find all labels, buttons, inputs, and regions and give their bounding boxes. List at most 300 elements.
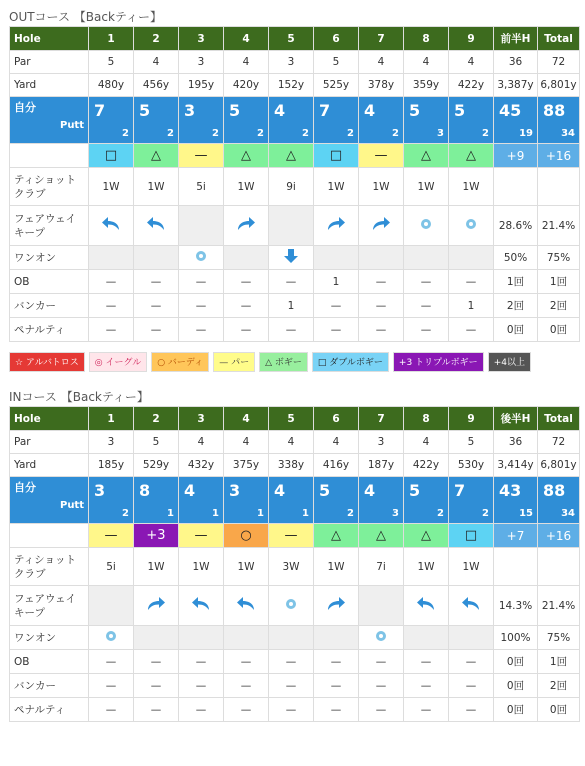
- one-on-sum: 100%: [494, 626, 538, 650]
- score-cell: [269, 477, 314, 524]
- score-cell: [134, 97, 179, 144]
- legend-item: □ ダブルボギー: [312, 352, 389, 372]
- ob-sum: 1回: [494, 270, 538, 294]
- par-cell: 5: [134, 431, 179, 454]
- score-value: 5: [409, 481, 421, 500]
- yard-cell: 152y: [269, 74, 314, 97]
- result-cell: [314, 144, 359, 168]
- yard-label: Yard: [10, 74, 89, 97]
- penalty-sum: 0回: [494, 698, 538, 722]
- score-cell: [494, 97, 538, 144]
- score-value: 88: [543, 101, 566, 120]
- yard-cell: 6,801y: [538, 74, 580, 97]
- legend-item: ☆ アルバトロス: [9, 352, 85, 372]
- legend-item: ◎ イーグル: [89, 352, 147, 372]
- club-cell: 1W: [404, 168, 449, 206]
- par-label: Par: [10, 431, 89, 454]
- curve-left-arrow-icon: [236, 603, 256, 615]
- ob-cell: —: [134, 650, 179, 674]
- ob-cell: —: [359, 270, 404, 294]
- header-cell: 2: [134, 407, 179, 431]
- one-on-cell: [314, 626, 359, 650]
- club-row: [10, 548, 580, 586]
- club-cell: 1W: [134, 168, 179, 206]
- header-cell: 8: [404, 27, 449, 51]
- dash-icon: —: [284, 528, 298, 543]
- putt-value: 2: [212, 128, 219, 139]
- bunker-label: バンカー: [10, 674, 89, 698]
- bunker-cell: —: [314, 674, 359, 698]
- dash-icon: —: [194, 528, 208, 543]
- header-cell: 1: [89, 27, 134, 51]
- one-on-sum: 50%: [494, 246, 538, 270]
- score-cell: [538, 477, 580, 524]
- curve-right-arrow-icon: [371, 223, 391, 235]
- penalty-cell: —: [179, 698, 224, 722]
- one-on-cell: [449, 246, 494, 270]
- yard-cell: 6,801y: [538, 454, 580, 477]
- result-cell: [89, 144, 134, 168]
- score-cell: [538, 97, 580, 144]
- penalty-cell: —: [269, 698, 314, 722]
- ob-cell: —: [269, 650, 314, 674]
- penalty-cell: —: [134, 698, 179, 722]
- one-on-label: ワンオン: [10, 626, 89, 650]
- score-value: 5: [409, 101, 421, 120]
- penalty-cell: —: [224, 318, 269, 342]
- yard-cell: 185y: [89, 454, 134, 477]
- header-cell: Total: [538, 407, 580, 431]
- result-cell: [269, 524, 314, 548]
- curve-right-arrow-icon: [326, 603, 346, 615]
- penalty-sum: 0回: [538, 698, 580, 722]
- penalty-cell: —: [449, 698, 494, 722]
- penalty-cell: —: [89, 318, 134, 342]
- club-cell: 9i: [269, 168, 314, 206]
- header-cell: 前半H: [494, 27, 538, 51]
- one-on-cell: [314, 246, 359, 270]
- section-gap: [0, 372, 585, 380]
- result-cell: [134, 524, 179, 548]
- header-cell: 5: [269, 407, 314, 431]
- legend-item: +4以上: [488, 352, 531, 372]
- score-cell: [179, 97, 224, 144]
- fairway-sum: 14.3%: [494, 586, 538, 626]
- penalty-cell: —: [314, 318, 359, 342]
- club-cell: 1W: [404, 548, 449, 586]
- ob-sum: 1回: [538, 650, 580, 674]
- bunker-cell: —: [89, 294, 134, 318]
- bunker-cell: —: [224, 294, 269, 318]
- result-cell: [449, 524, 494, 548]
- header-cell: 8: [404, 407, 449, 431]
- par-cell: 3: [269, 51, 314, 74]
- triangle-icon: △: [421, 528, 431, 543]
- one-on-cell: [404, 626, 449, 650]
- par-cell: 3: [359, 431, 404, 454]
- penalty-cell: —: [269, 318, 314, 342]
- curve-right-arrow-icon: [326, 223, 346, 235]
- result-cell: [449, 144, 494, 168]
- yard-cell: 3,414y: [494, 454, 538, 477]
- putt-value: 1: [302, 508, 309, 519]
- score-cell: [404, 97, 449, 144]
- header-label: Hole: [10, 407, 89, 431]
- par-cell: 4: [359, 51, 404, 74]
- result-cell: [359, 524, 404, 548]
- bunker-cell: —: [404, 674, 449, 698]
- putt-value: 2: [482, 128, 489, 139]
- bunker-cell: 1: [269, 294, 314, 318]
- fairway-cell: [269, 586, 314, 626]
- par-cell: 4: [224, 431, 269, 454]
- score-label: 自分: [14, 101, 36, 114]
- fairway-cell: [89, 206, 134, 246]
- ob-cell: —: [179, 650, 224, 674]
- ob-label: OB: [10, 270, 89, 294]
- one-on-cell: [359, 626, 404, 650]
- header-cell: Total: [538, 27, 580, 51]
- result-sum: +16: [538, 524, 580, 548]
- bunker-cell: —: [179, 674, 224, 698]
- yard-cell: 432y: [179, 454, 224, 477]
- penalty-cell: —: [404, 698, 449, 722]
- putt-label: Putt: [59, 120, 84, 131]
- putt-value: 2: [347, 128, 354, 139]
- putt-value: 2: [482, 508, 489, 519]
- bunker-sum: 0回: [494, 674, 538, 698]
- par-cell: 4: [179, 431, 224, 454]
- ob-label: OB: [10, 650, 89, 674]
- curve-right-arrow-icon: [236, 223, 256, 235]
- penalty-row: [10, 698, 580, 722]
- par-cell: 3: [89, 431, 134, 454]
- score-cell: [179, 477, 224, 524]
- score-label-cell: [10, 477, 89, 524]
- score-value: 5: [139, 101, 151, 120]
- result-cell: [89, 524, 134, 548]
- fairway-label: フェアウェイ キープ: [10, 586, 89, 626]
- fairway-cell: [404, 586, 449, 626]
- square-icon: □: [464, 528, 478, 543]
- ob-cell: —: [89, 270, 134, 294]
- result-cell: [359, 144, 404, 168]
- triangle-icon: △: [331, 528, 341, 543]
- penalty-row: [10, 318, 580, 342]
- header-label: Hole: [10, 27, 89, 51]
- putt-value: 2: [167, 128, 174, 139]
- yard-cell: 456y: [134, 74, 179, 97]
- club-cell: 1W: [314, 548, 359, 586]
- club-cell: 1W: [449, 548, 494, 586]
- result-cell: [224, 524, 269, 548]
- putt-value: 15: [519, 508, 533, 519]
- one-on-cell: [89, 626, 134, 650]
- ring-icon: [376, 631, 386, 641]
- dash-icon: —: [374, 148, 388, 163]
- bunker-sum: 2回: [538, 674, 580, 698]
- fairway-cell: [179, 586, 224, 626]
- fairway-cell: [314, 586, 359, 626]
- par-row: [10, 431, 580, 454]
- fairway-cell: [134, 586, 179, 626]
- score-value: 5: [454, 101, 466, 120]
- ring-icon: [421, 219, 431, 229]
- header-cell: 4: [224, 27, 269, 51]
- club-cell: 3W: [269, 548, 314, 586]
- par-row: [10, 51, 580, 74]
- club-cell: 1W: [224, 168, 269, 206]
- fairway-sum: 21.4%: [538, 586, 580, 626]
- one-on-sum: 75%: [538, 246, 580, 270]
- putt-value: 19: [519, 128, 533, 139]
- result-cell: [314, 524, 359, 548]
- bunker-label: バンカー: [10, 294, 89, 318]
- score-cell: [314, 97, 359, 144]
- club-sum: [494, 548, 538, 586]
- one-on-cell: [404, 246, 449, 270]
- bunker-row: [10, 294, 580, 318]
- one-on-cell: [224, 246, 269, 270]
- curve-left-arrow-icon: [416, 603, 436, 615]
- bunker-cell: —: [359, 294, 404, 318]
- par-cell: 72: [538, 51, 580, 74]
- result-label: [10, 144, 89, 168]
- par-cell: 4: [224, 51, 269, 74]
- fairway-label: フェアウェイ キープ: [10, 206, 89, 246]
- putt-label: Putt: [59, 500, 84, 511]
- yard-cell: 530y: [449, 454, 494, 477]
- header-cell: 9: [449, 27, 494, 51]
- header-cell: 6: [314, 407, 359, 431]
- bunker-cell: —: [224, 674, 269, 698]
- club-sum: [538, 548, 580, 586]
- result-cell: [269, 144, 314, 168]
- header-cell: 6: [314, 27, 359, 51]
- club-cell: 1W: [359, 168, 404, 206]
- ob-cell: —: [449, 650, 494, 674]
- yard-cell: 529y: [134, 454, 179, 477]
- putt-value: 34: [561, 128, 575, 139]
- penalty-cell: —: [359, 318, 404, 342]
- curve-right-arrow-icon: [146, 603, 166, 615]
- ob-row: [10, 650, 580, 674]
- one-on-row: [10, 246, 580, 270]
- club-label: ティショット クラブ: [10, 548, 89, 586]
- curve-left-arrow-icon: [461, 603, 481, 615]
- putt-value: 1: [257, 508, 264, 519]
- putt-value: 3: [437, 128, 444, 139]
- penalty-cell: —: [89, 698, 134, 722]
- curve-left-arrow-icon: [191, 603, 211, 615]
- putt-value: 2: [437, 508, 444, 519]
- score-value: 45: [499, 101, 522, 120]
- fairway-cell: [269, 206, 314, 246]
- ob-cell: —: [314, 650, 359, 674]
- ob-cell: —: [89, 650, 134, 674]
- bunker-cell: 1: [449, 294, 494, 318]
- fairway-sum: 21.4%: [538, 206, 580, 246]
- yard-cell: 359y: [404, 74, 449, 97]
- fairway-row: [10, 586, 580, 626]
- one-on-cell: [269, 246, 314, 270]
- putt-value: 3: [392, 508, 399, 519]
- penalty-cell: —: [179, 318, 224, 342]
- club-cell: 7i: [359, 548, 404, 586]
- bunker-cell: —: [134, 294, 179, 318]
- ob-cell: —: [449, 270, 494, 294]
- result-cell: [224, 144, 269, 168]
- ob-cell: —: [134, 270, 179, 294]
- score-cell: [269, 97, 314, 144]
- ring-icon: [196, 251, 206, 261]
- par-cell: 4: [449, 51, 494, 74]
- result-cell: [179, 524, 224, 548]
- club-cell: 1W: [179, 548, 224, 586]
- dash-icon: —: [104, 528, 118, 543]
- score-cell: [224, 97, 269, 144]
- header-cell: 3: [179, 27, 224, 51]
- putt-value: 1: [167, 508, 174, 519]
- putt-value: 2: [302, 128, 309, 139]
- score-label-cell: [10, 97, 89, 144]
- fairway-cell: [404, 206, 449, 246]
- yard-cell: 416y: [314, 454, 359, 477]
- club-cell: 5i: [179, 168, 224, 206]
- one-on-cell: [179, 626, 224, 650]
- penalty-cell: —: [404, 318, 449, 342]
- header-cell: 後半H: [494, 407, 538, 431]
- result-cell: [404, 144, 449, 168]
- result-row: [10, 524, 580, 548]
- club-cell: 1W: [314, 168, 359, 206]
- square-icon: □: [104, 148, 118, 163]
- triangle-icon: △: [376, 528, 386, 543]
- score-cell: [449, 97, 494, 144]
- square-icon: □: [329, 148, 343, 163]
- club-cell: 1W: [134, 548, 179, 586]
- ob-cell: —: [404, 270, 449, 294]
- ring-icon: [466, 219, 476, 229]
- yard-cell: 187y: [359, 454, 404, 477]
- bunker-row: [10, 674, 580, 698]
- curve-left-arrow-icon: [101, 223, 121, 235]
- header-cell: 3: [179, 407, 224, 431]
- bunker-cell: —: [404, 294, 449, 318]
- score-value: 4: [364, 101, 376, 120]
- triangle-icon: △: [466, 148, 476, 163]
- penalty-cell: —: [134, 318, 179, 342]
- par-cell: 36: [494, 431, 538, 454]
- header-cell: 7: [359, 407, 404, 431]
- fairway-cell: [89, 586, 134, 626]
- score-value: 4: [364, 481, 376, 500]
- score-cell: [89, 477, 134, 524]
- fairway-sum: 28.6%: [494, 206, 538, 246]
- score-cell: [404, 477, 449, 524]
- score-cell: [224, 477, 269, 524]
- yard-cell: 422y: [404, 454, 449, 477]
- ob-cell: —: [404, 650, 449, 674]
- penalty-label: ペナルティ: [10, 318, 89, 342]
- par-cell: 3: [179, 51, 224, 74]
- bunker-sum: 2回: [538, 294, 580, 318]
- score-value: 5: [229, 101, 241, 120]
- score-value: 8: [139, 481, 151, 500]
- yard-cell: 3,387y: [494, 74, 538, 97]
- triangle-icon: △: [286, 148, 296, 163]
- penalty-cell: —: [359, 698, 404, 722]
- triangle-icon: △: [421, 148, 431, 163]
- result-legend: [9, 352, 585, 372]
- score-value: 3: [184, 101, 196, 120]
- yard-cell: 422y: [449, 74, 494, 97]
- bunker-cell: —: [179, 294, 224, 318]
- putt-value: 2: [257, 128, 264, 139]
- yard-row: [10, 454, 580, 477]
- yard-cell: 378y: [359, 74, 404, 97]
- club-sum: [494, 168, 538, 206]
- score-label: 自分: [14, 481, 36, 494]
- one-on-row: [10, 626, 580, 650]
- yard-cell: 525y: [314, 74, 359, 97]
- penalty-sum: 0回: [494, 318, 538, 342]
- fairway-cell: [224, 586, 269, 626]
- circle-icon: ○: [240, 528, 252, 543]
- in-course-table: [9, 406, 580, 722]
- header-cell: 1: [89, 407, 134, 431]
- fairway-row: [10, 206, 580, 246]
- score-cell: [359, 477, 404, 524]
- putt-value: 2: [347, 508, 354, 519]
- club-cell: 1W: [89, 168, 134, 206]
- par-cell: 5: [89, 51, 134, 74]
- score-value: 88: [543, 481, 566, 500]
- ring-icon: [106, 631, 116, 641]
- score-value: 7: [319, 101, 331, 120]
- triangle-icon: △: [151, 148, 161, 163]
- par-cell: 5: [314, 51, 359, 74]
- score-value: 4: [274, 101, 286, 120]
- score-cell: [494, 477, 538, 524]
- bunker-cell: —: [134, 674, 179, 698]
- penalty-cell: —: [314, 698, 359, 722]
- yard-cell: 420y: [224, 74, 269, 97]
- par-cell: 72: [538, 431, 580, 454]
- curve-left-arrow-icon: [146, 223, 166, 235]
- ob-cell: —: [179, 270, 224, 294]
- yard-label: Yard: [10, 454, 89, 477]
- legend-item: △ ボギー: [259, 352, 308, 372]
- down-arrow-icon: [281, 255, 301, 267]
- bunker-cell: —: [449, 674, 494, 698]
- one-on-cell: [359, 246, 404, 270]
- par-cell: 4: [404, 51, 449, 74]
- penalty-label: ペナルティ: [10, 698, 89, 722]
- score-value: 4: [184, 481, 196, 500]
- result-sum: +9: [494, 144, 538, 168]
- putt-value: 34: [561, 508, 575, 519]
- out-course-table: [9, 26, 580, 342]
- one-on-cell: [134, 626, 179, 650]
- putt-value: 2: [122, 508, 129, 519]
- putt-value: 2: [122, 128, 129, 139]
- score-cell: [89, 97, 134, 144]
- club-row: [10, 168, 580, 206]
- score-value: 7: [454, 481, 466, 500]
- putt-value: 1: [212, 508, 219, 519]
- score-value: 7: [94, 101, 106, 120]
